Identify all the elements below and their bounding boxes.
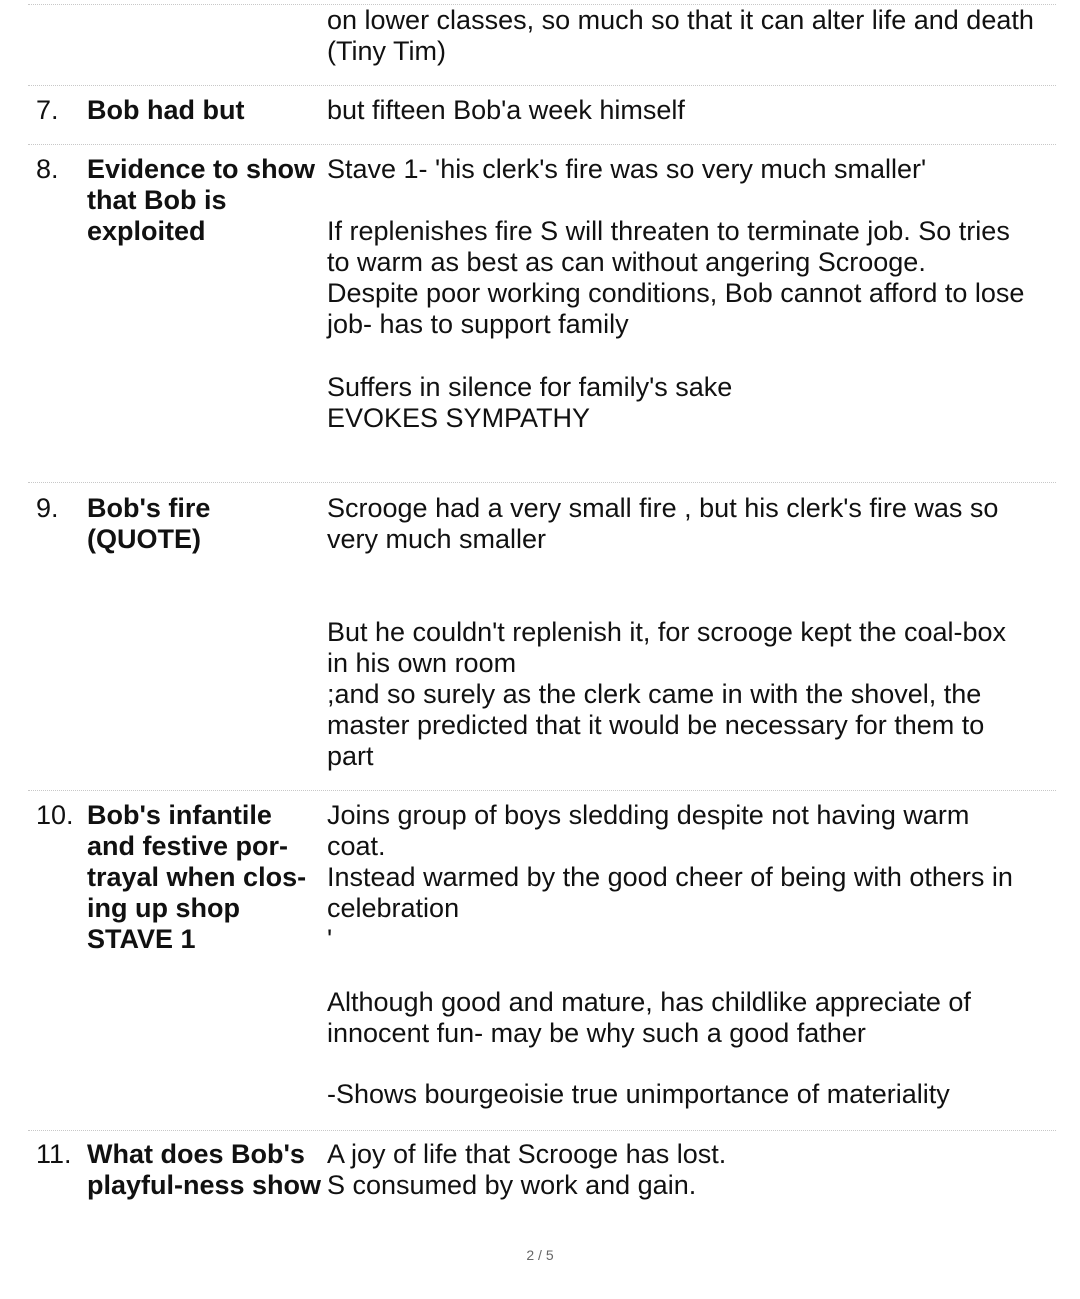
row-definition: Joins group of boys sledding despite not having warm coat. Instead warmed by the good cheer of being with others in celebration ': [327, 800, 1013, 954]
row-number: 7.: [36, 95, 59, 125]
row-term: Bob had but: [87, 95, 245, 125]
row-definition: Stave 1- 'his clerk's fire was so very much smaller': [327, 154, 927, 184]
row-definition: A joy of life that Scrooge has lost. S consumed by work and gain.: [327, 1139, 727, 1200]
row-definition: Suffers in silence for family's sake EVOKES SYMPATHY: [327, 372, 733, 433]
row-term: Bob's infantile and festive por-trayal when clos-ing up shop STAVE 1: [87, 800, 307, 954]
definition-continuation: on lower classes, so much so that it can alter life and death (Tiny Tim): [327, 5, 1034, 66]
row-number: 10.: [36, 800, 74, 830]
row-definition: But he couldn't replenish it, for scrooge kept the coal-box in his own room ;and so surely as the clerk came in with the shovel, the master predicted that it would be necessary for them to part: [327, 617, 1007, 771]
row-term: Bob's fire (QUOTE): [87, 493, 211, 554]
row-definition: -Shows bourgeoisie true unimportance of materiality: [327, 1079, 950, 1109]
row-divider: [28, 85, 1056, 86]
row-definition: but fifteen Bob'a week himself: [327, 95, 685, 125]
row-definition: If replenishes fire S will threaten to terminate job. So tries to warm as best as can without angering Scrooge. Despite poor working conditions, Bob cannot afford to lose job- has to support family: [327, 216, 1025, 339]
row-divider: [28, 144, 1056, 145]
row-number: 9.: [36, 493, 59, 523]
row-number: 11.: [36, 1139, 72, 1169]
row-number: 8.: [36, 154, 59, 184]
row-divider: [28, 482, 1056, 483]
row-divider: [28, 790, 1056, 791]
page-number: 2 / 5: [526, 1247, 554, 1263]
row-term: Evidence to show that Bob is exploited: [87, 154, 316, 246]
row-definition: Although good and mature, has childlike appreciate of innocent fun- may be why such a good father: [327, 987, 971, 1048]
row-term: What does Bob's playful-ness show: [87, 1139, 322, 1200]
row-divider: [28, 1130, 1056, 1131]
row-definition: Scrooge had a very small fire , but his clerk's fire was so very much smaller: [327, 493, 999, 554]
